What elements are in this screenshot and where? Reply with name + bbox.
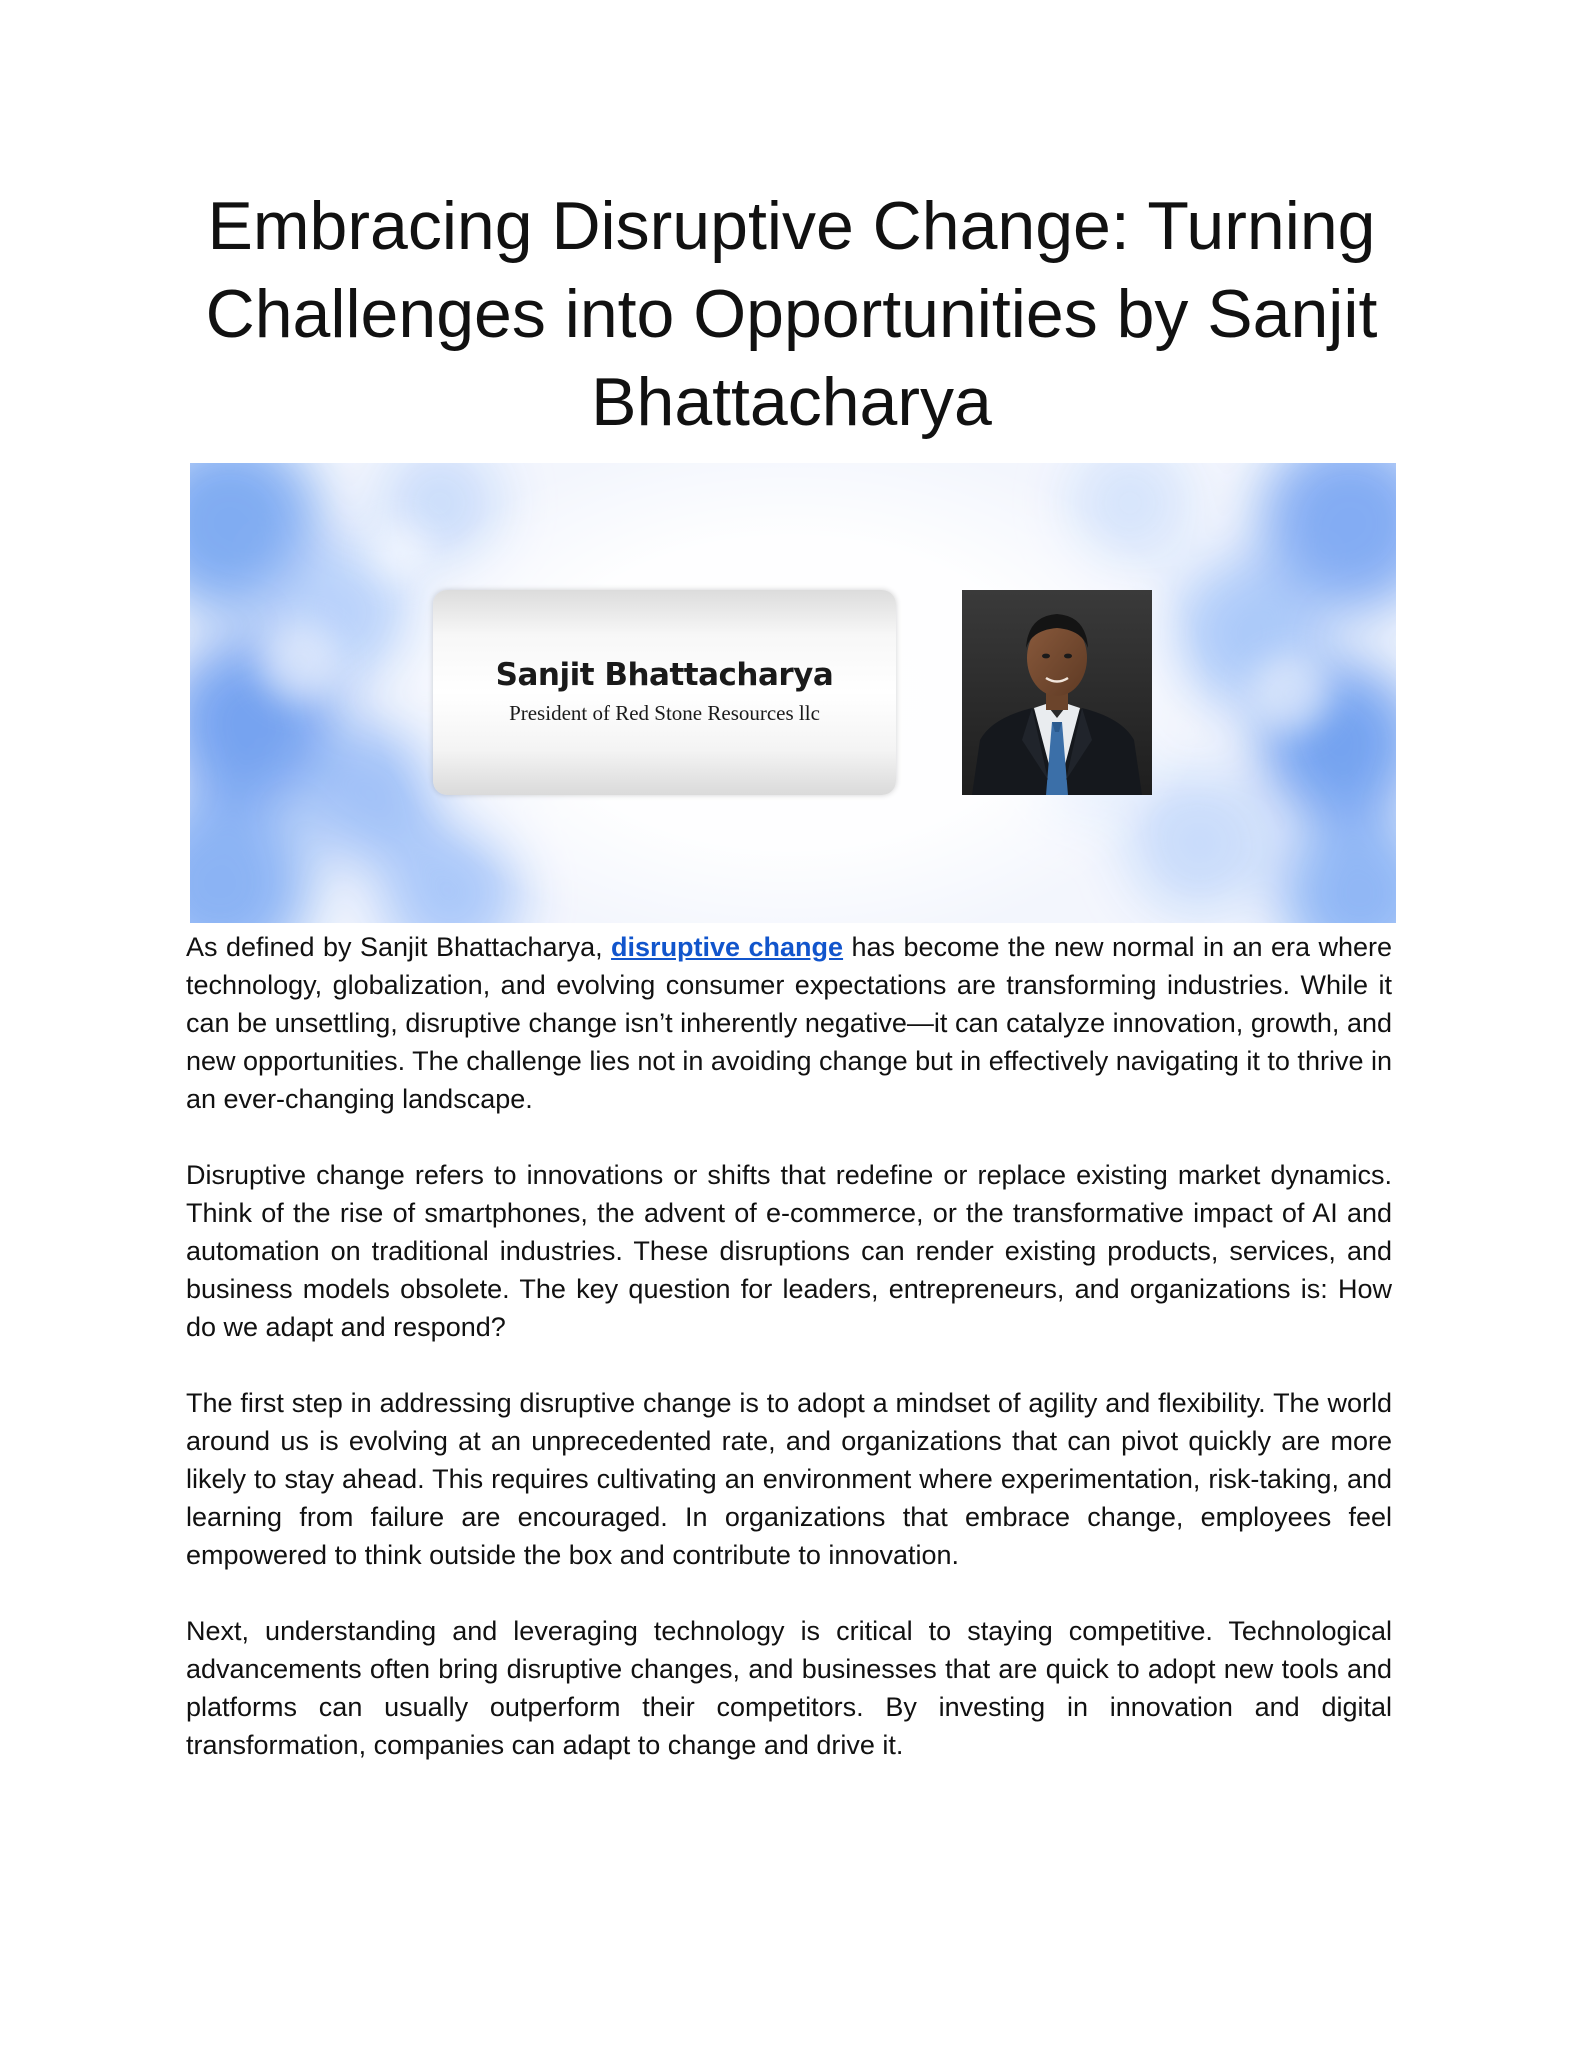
disruptive-change-link[interactable]: disruptive change bbox=[611, 932, 844, 962]
card-person-name: Sanjit Bhattacharya bbox=[495, 657, 834, 693]
paragraph-3: The first step in addressing disruptive change is to adopt a mindset of agility and flexibility. The world around us is evolving at an unprecedented rate, and organizations that can pivot quickly are more likely to stay ahead. This requires cultivating an environment where experimentation, risk-taking, and learning from failure are encouraged. In organizations that embrace change, employees feel empowered to think outside the box and contribute to innovation. bbox=[186, 1388, 1392, 1570]
name-card bbox=[433, 590, 896, 795]
article-body bbox=[186, 928, 1392, 1802]
document-title: Embracing Disruptive Change: Turning Challenges into Opportunities by Sanjit Bhattacharya bbox=[205, 188, 1378, 440]
paragraph-1-rest: has become the new normal in an era where technology, globalization, and evolving consumer expectations are transforming industries. While it can be unsettling, disruptive change isn’t inherently negative—it can catalyze innovation, growth, and new opportunities. The challenge lies not in avoiding change but in effectively navigating it to thrive in an ever-changing landscape. bbox=[186, 932, 1392, 1114]
paragraph-1 bbox=[186, 928, 1392, 1118]
paragraph-1-lead: As defined by Sanjit Bhattacharya, bbox=[186, 932, 612, 962]
card-person-role: President of Red Stone Resources llc bbox=[509, 701, 820, 725]
paragraph-2: Disruptive change refers to innovations or shifts that redefine or replace existing market dynamics. Think of the rise of smartphones, the advent of e-commerce, or the transformative impact of AI and automation on traditional industries. These disruptions can render existing products, services, and business models obsolete. The key question for leaders, entrepreneurs, and organizations is: How do we adapt and respond? bbox=[186, 1160, 1392, 1342]
portrait-illustration bbox=[962, 590, 1152, 795]
header-banner-image bbox=[190, 463, 1396, 923]
person-portrait-icon bbox=[962, 590, 1152, 795]
paragraph-4: Next, understanding and leveraging technology is critical to staying competitive. Technological advancements often bring disruptive changes, and businesses that are quick to adopt new tools and platforms can usually outperform their competitors. By investing in innovation and digital transformation, companies can adapt to change and drive it. bbox=[186, 1616, 1392, 1760]
